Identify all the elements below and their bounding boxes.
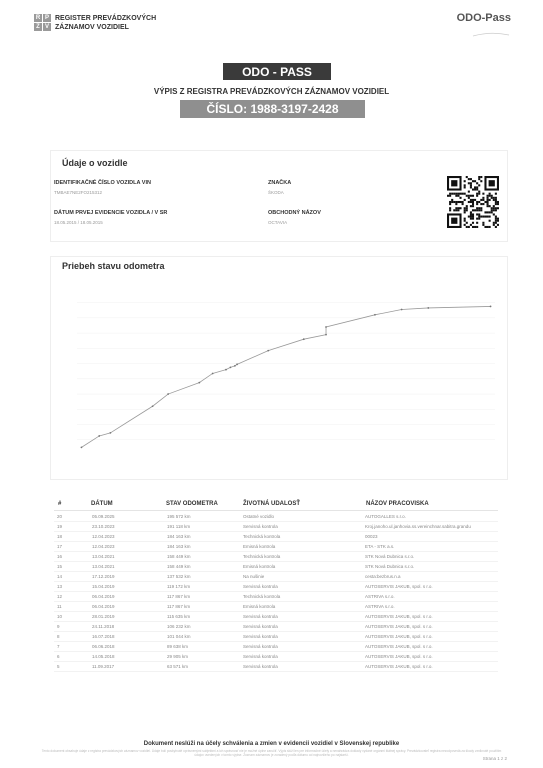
- table-header-divider: [54, 510, 498, 511]
- footer-title: Dokument neslúži na účely schválenia a zmien v evidencii vozidiel v Slovenskej republike: [143, 741, 400, 747]
- vin-label: IDENTIFIKAČNÉ ČÍSLO VOZIDLA VIN: [54, 180, 151, 186]
- row-odometer: 115 635 km: [167, 614, 191, 619]
- row-workshop: AUTOSERVIS JAKUB, spol. s r.o.: [365, 654, 433, 659]
- row-odometer: 29 905 km: [167, 654, 189, 659]
- row-date: 14.05.2018: [92, 654, 115, 659]
- row-odometer: 117 867 km: [167, 594, 191, 599]
- registration-date-value: 18.05.2015 / 18.05.2015: [54, 220, 103, 225]
- row-index: 14: [57, 574, 63, 579]
- row-event: Servisná kontrola: [243, 654, 278, 659]
- row-workshop: AUTOSERVIS JAKUB, spol. s r.o.: [365, 644, 433, 649]
- row-date: 06.04.2019: [92, 594, 115, 599]
- row-odometer: 101 044 km: [167, 634, 191, 639]
- row-index: 15: [57, 564, 63, 569]
- odometer-point: [427, 307, 429, 309]
- row-workshop: ASTRIVA s.r.o.: [365, 594, 395, 599]
- row-workshop: STK Nová Dubnica s.r.o.: [365, 564, 415, 569]
- odo-pass-brand: ODO-Pass: [456, 12, 511, 24]
- row-date: 06.06.2018: [92, 644, 115, 649]
- row-event: Emisná kontrola: [243, 604, 276, 609]
- row-index: 18: [57, 534, 63, 539]
- row-event: Na nušinie: [243, 574, 265, 579]
- row-index: 6: [57, 654, 60, 659]
- row-index: 7: [57, 644, 60, 649]
- odometer-point: [98, 435, 100, 437]
- row-odometer: 184 163 km: [167, 544, 191, 549]
- odometer-point: [167, 393, 169, 395]
- chart-title: Priebeh stavu odometra: [62, 261, 165, 271]
- col-header-date: DÁTUM: [91, 501, 113, 507]
- row-odometer: 195 572 km: [167, 514, 191, 519]
- odometer-point: [230, 366, 232, 368]
- make-label: ZNAČKA: [268, 180, 292, 186]
- brand-swoosh-icon: [471, 32, 511, 37]
- row-workshop: ETA - STK a.s.: [365, 544, 395, 549]
- row-odometer: 119 172 km: [167, 584, 191, 589]
- odometer-point: [303, 338, 305, 340]
- row-event: Servisná kontrola: [243, 524, 278, 529]
- odometer-point: [325, 326, 327, 328]
- row-workshop: ASTRIVA s.r.o.: [365, 604, 395, 609]
- row-index: 8: [57, 634, 60, 639]
- row-index: 20: [57, 514, 63, 519]
- row-index: 11: [57, 604, 62, 609]
- row-date: 11.09.2017: [92, 664, 115, 669]
- row-workshop: AUTOSERVIS JAKUB, spol. s r.o.: [365, 584, 433, 589]
- logo-letter: P: [44, 15, 49, 21]
- odometer-point: [81, 446, 83, 448]
- document-number: ČÍSLO: 1988-3197-2428: [180, 100, 365, 118]
- odometer-point: [325, 334, 327, 336]
- vehicle-section-title: Údaje o vozidle: [62, 158, 128, 168]
- make-value: ŠKODA: [268, 190, 284, 195]
- row-date: 16.07.2018: [92, 634, 115, 639]
- odometer-point: [267, 350, 269, 352]
- row-odometer: 158 449 km: [167, 554, 191, 559]
- model-label: OBCHODNÝ NÁZOV: [268, 210, 321, 216]
- registry-name: [55, 15, 156, 32]
- row-event: Servisná kontrola: [243, 664, 278, 669]
- row-event: Servisná kontrola: [243, 624, 278, 629]
- registry-logo: [34, 14, 51, 31]
- row-date: 05.09.2025: [92, 514, 115, 519]
- logo-letter: Z: [34, 23, 42, 31]
- odometer-point: [152, 405, 154, 407]
- row-odometer: 89 638 km: [167, 644, 189, 649]
- registration-date-label: DÁTUM PRVEJ EVIDENCIE VOZIDLA / V SR: [54, 210, 168, 216]
- row-date: 15.04.2019: [92, 584, 115, 589]
- odometer-point: [109, 432, 111, 434]
- row-date: 13.04.2021: [92, 554, 115, 559]
- row-index: 13: [57, 584, 63, 589]
- row-workshop: AUTOSERVIS JAKUB, spol. s r.o.: [365, 634, 433, 639]
- row-workshop: AUTOGALLES s.r.o.: [365, 514, 406, 519]
- document-badge: ODO - PASS: [223, 63, 331, 80]
- row-event: Servisná kontrola: [243, 614, 278, 619]
- row-index: 17: [57, 544, 63, 549]
- row-workshop: 00023: [365, 534, 378, 539]
- odometer-chart: [50, 290, 500, 475]
- row-index: 19: [57, 524, 63, 529]
- row-date: 12.04.2023: [92, 544, 115, 549]
- row-index: 5: [57, 664, 60, 669]
- row-workshop: AUTOSERVIS JAKUB, spol. s r.o.: [365, 614, 433, 619]
- document-subtitle: VÝPIS Z REGISTRA PREVÁDZKOVÝCH ZÁZNAMOV VOZIDIEL: [153, 87, 390, 96]
- row-date: 13.04.2021: [92, 564, 115, 569]
- row-event: Servisná kontrola: [243, 584, 278, 589]
- footer-disclaimer: Tento dokument obsahuje údaje z registra prevádzkových záznamov vozidiel. Údaje boli poskytnuté oprávnenými subjektmi a ich správnosť nie je možné úplne zaručiť. Výpis slúži len pre informačné účely a nenahrádza doklady vydané orgánmi štátnej správy. Prevádzkovateľ registra nezodpovedá za škody vzniknuté použitím údajov uvedených v tomto výpise. Zoznam záznamov je zoradený podľa dátumu od najnovšieho po najstarší.: [41, 749, 502, 757]
- row-workshop: AUTOSERVIS JAKUB, spol. s r.o.: [365, 664, 433, 669]
- odometer-line: [81, 306, 490, 447]
- row-workshop: STK Nová Dubnica s.r.o.: [365, 554, 415, 559]
- odometer-point: [225, 369, 227, 371]
- row-odometer: 117 867 km: [167, 604, 191, 609]
- col-header-index: #: [58, 501, 62, 507]
- row-date: 28.01.2019: [92, 614, 115, 619]
- page-number: Strana 1 z 2: [482, 756, 507, 761]
- row-divider: [54, 671, 498, 672]
- logo-letter: V: [44, 24, 49, 30]
- row-event: Emisná kontrola: [243, 544, 276, 549]
- odometer-point: [198, 382, 200, 384]
- row-odometer: 106 232 km: [167, 624, 191, 629]
- row-event: Servisná kontrola: [243, 634, 278, 639]
- registry-name-line1: REGISTER PREVÁDZKOVÝCH: [55, 15, 157, 22]
- row-event: Technická kontrola: [243, 554, 281, 559]
- row-date: 12.04.2023: [92, 534, 115, 539]
- row-event: Servisná kontrola: [243, 644, 278, 649]
- odometer-point: [234, 365, 236, 367]
- row-workshop: cesta:bezbrus.n.a: [365, 574, 401, 579]
- row-index: 10: [57, 614, 63, 619]
- qr-code-icon: [447, 176, 499, 228]
- row-date: 24.11.2018: [92, 624, 115, 629]
- odometer-point: [490, 306, 492, 308]
- row-date: 23.10.2023: [92, 524, 115, 529]
- row-date: 06.04.2019: [92, 604, 115, 609]
- row-event: Emisná kontrola: [243, 564, 276, 569]
- row-event: Technická kontrola: [243, 534, 281, 539]
- odo-pass-logo: [457, 12, 511, 42]
- odometer-point: [212, 373, 214, 375]
- odometer-point: [401, 309, 403, 311]
- odometer-point: [236, 363, 238, 365]
- row-workshop: Kroj.janoho.ul.janhovia.ss.vereinchnar.sabitra.grandu: [365, 524, 471, 529]
- row-odometer: 184 163 km: [167, 534, 191, 539]
- row-index: 16: [57, 554, 63, 559]
- registry-name-line2: ZÁZNAMOV VOZIDIEL: [55, 23, 129, 31]
- col-header-odometer: STAV ODOMETRA: [166, 501, 218, 507]
- row-odometer: 158 449 km: [167, 564, 191, 569]
- row-event: Ostatné vozidlo: [243, 514, 275, 519]
- row-event: Technická kontrola: [243, 594, 281, 599]
- row-odometer: 137 532 km: [167, 574, 191, 579]
- row-index: 12: [57, 594, 63, 599]
- odometer-point: [374, 314, 376, 316]
- row-date: 17.12.2019: [92, 574, 115, 579]
- row-odometer: 191 118 km: [167, 524, 191, 529]
- row-workshop: AUTOSERVIS JAKUB, spol. s r.o.: [365, 624, 433, 629]
- logo-letter: R: [35, 15, 41, 21]
- row-odometer: 63 571 km: [167, 664, 189, 669]
- col-header-workshop: NÁZOV PRACOVISKA: [366, 501, 429, 507]
- col-header-event: ŽIVOTNÁ UDALOSŤ: [243, 501, 300, 507]
- row-index: 9: [57, 624, 60, 629]
- model-value: OCTAVIA: [268, 220, 288, 225]
- vin-value: TMBAE7NE2FO215312: [54, 190, 103, 195]
